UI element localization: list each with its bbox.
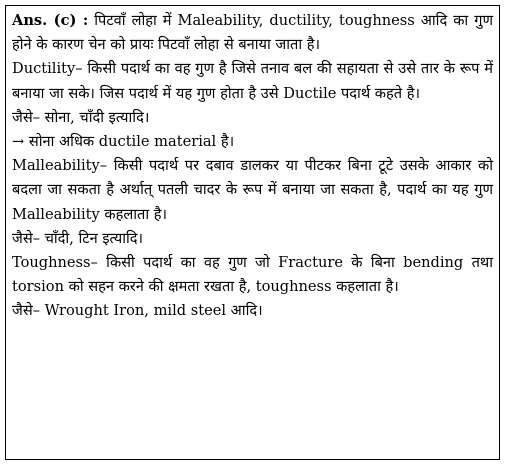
answer-paragraph (12, 9, 493, 57)
answer-label: Ans. (c) : (12, 12, 89, 29)
ductility-note: → सोना अधिक ductile material है। (12, 133, 235, 151)
answer-box (5, 5, 500, 460)
ductility-definition: Ductility– किसी पदार्थ का वह गुण है जिसे तनाव बल की सहायता से उसे तार के रूप में बनाया जा सके। जिस पदार्थ में यह गुण होता है उसे Ductile पदार्थ कहते है। (12, 60, 493, 102)
toughness-definition: Toughness– किसी पदार्थ का वह गुण जो Fracture के बिना bending तथा torsion को सहन करने की क्षमता रखता है, toughness कहलाता है। (12, 254, 493, 296)
malleability-definition: Malleability– किसी पदार्थ पर दबाव डालकर या पीटकर बिना टूटे उसके आकार को बदला जा सकता है अर्थात् पतली चादर के रूप में बनाया जा सकता है, पदार्थ का यह गुण Malleability कहलाता है। (12, 157, 493, 223)
malleability-example: जैसे– चाँदी, टिन इत्यादि। (12, 229, 144, 247)
answer-text: पिटवाँ लोहा में Maleability, ductility, toughness आदि का गुण होने के कारण चेन को प्रायः पिटवाँ लोहा से बनाया जाता है। (12, 12, 493, 54)
toughness-example: जैसे– Wrought Iron, mild steel आदि। (12, 302, 263, 320)
ductility-example: जैसे– सोना, चाँदी इत्यादि। (12, 108, 150, 126)
